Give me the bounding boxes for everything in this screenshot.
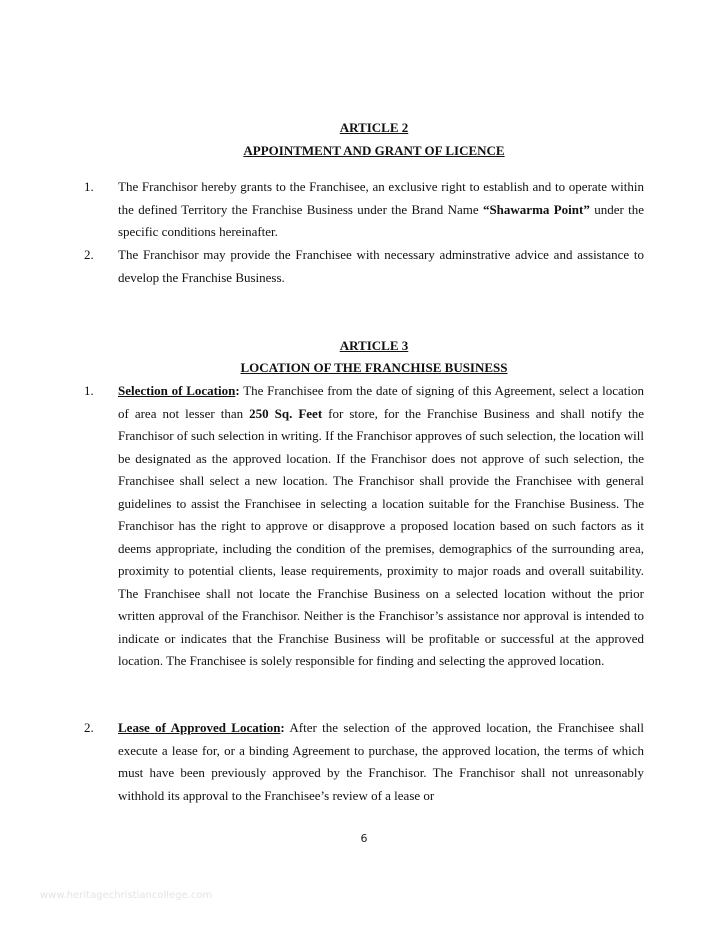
clause-colon: :: [235, 383, 240, 398]
article-2-label: ARTICLE 2: [339, 120, 409, 135]
clause-text-part: for store, for the Franchise Business and shall notify the Franchisor of such selection in writing. If the Franchisor approves of such selection, the location will be designated as the approved location. If the Franchisor does not approve of such selection, the Franchisee shall select a new location. The Franchisor shall provide the Franchisee with general guidelines to assist the Franchisee in selecting a location suitable for the Franchise Business. The Franchisor has the right to approve or disapprove a proposed location based on such factors as it deems appropriate, including the condition of the premises, demographics of the surrounding area, proximity to potential clients, lease requirements, proximity to major roads and overall suitability. The Franchisee shall not locate the Franchise Business on a selected location without the prior written approval of the Franchisor. Neither is the Franchisor’s assistance nor approval is intended to indicate or indicates that the Franchise Business will be profitable or successful at the approved location. The Franchisee is solely responsible for finding and selecting the approved location.: [118, 405, 644, 668]
clause-number: 1.: [84, 179, 94, 194]
article-2-title: APPOINTMENT AND GRANT OF LICENCE: [243, 143, 505, 158]
clause-text-part: The Franchisor hereby grants to the Franchisee, an exclusive right to establish and to operate within the defined Territory the Franchise Business under the Brand Name: [118, 179, 644, 217]
clause-text-part: The Franchisee from the date of signing of this Agreement, select a location of area not lesser than: [118, 383, 644, 421]
clause-heading: Lease of Approved Location: [118, 720, 281, 735]
clause-text: [118, 176, 644, 244]
clause-text-part: After the selection of the approved location, the Franchisee shall execute a lease for, or a binding Agreement to purchase, the approved location, the terms of which must have been previously approved by the Franchisor. The Franchisor shall not unreasonably withhold its approval to the Franchisee’s review of a lease or: [118, 720, 644, 803]
article-2-clause-1: [84, 176, 644, 244]
brand-name: “Shawarma Point”: [482, 201, 590, 217]
clause-text: The Franchisor may provide the Franchisee with necessary adminstrative advice and assistance to develop the Franchise Business.: [118, 247, 644, 285]
clause-heading: Selection of Location: [118, 383, 236, 398]
article-3-clause-1: [84, 380, 644, 673]
clause-text-part: under the specific conditions hereinafter.: [118, 201, 645, 239]
page-number: 6: [360, 832, 368, 845]
clause-colon: :: [280, 720, 285, 735]
watermark: www.heritagechristiancollege.com: [40, 890, 213, 901]
article-3-clause-2: [84, 717, 644, 807]
clause-number: 1.: [84, 383, 94, 398]
article-3-label: ARTICLE 3: [339, 338, 409, 353]
article-3-title: LOCATION OF THE FRANCHISE BUSINESS: [240, 360, 508, 375]
clause-text: [118, 717, 644, 807]
clause-number: 2.: [84, 720, 94, 735]
store-area: 250 Sq. Feet: [249, 405, 323, 421]
clause-number: 2.: [84, 247, 94, 262]
article-2-clause-2: [84, 244, 644, 289]
clause-text: [118, 380, 644, 673]
